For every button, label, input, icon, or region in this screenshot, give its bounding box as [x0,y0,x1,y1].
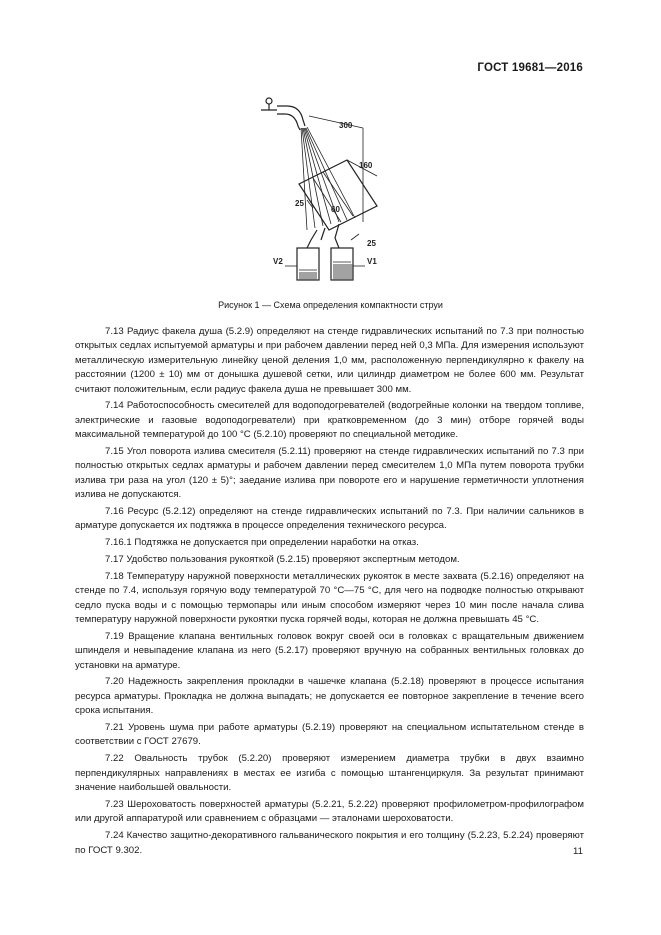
paragraph-7-23: 7.23 Шероховатость поверхностей арматуры (5.2.21, 5.2.22) проверяют профилометром-профилографом или другой аппаратурой или сравнением с образцами — эталонами шероховатости. [75,798,584,825]
paragraph-7-20: 7.20 Надежность закрепления прокладки в чашечке клапана (5.2.18) проверяют в процессе испытания ресурса арматуры. Прокладка не должна выпадать; не допускается ее повторное закрепление в течение всего срока испытания. [75,676,584,717]
dim-25b-leader [351,234,359,240]
paragraph-7-15: 7.15 Угол поворота излива смесителя (5.2.11) проверяют на стенде гидравлических испытаний по 7.3 при полностью открытых седлах арматуры и рабочем давлении перед смесителем 1,0 МПа путем поворота трубки излива три раза на угол (120 ± 5)°; заедание излива при повороте его и нарушение герметичности уплотнения излива не допускаются. [75,446,584,501]
faucet-body [261,104,305,126]
paragraph-7-24: 7.24 Качество защитно-декоративного гальванического покрытия и его толщину (5.2.23, 5.2.24) проверяют по ГОСТ 9.302. [75,830,584,856]
funnel-divider [313,178,341,222]
paragraph-7-16: 7.16 Ресурс (5.2.12) определяют на стенде гидравлических испытаний по 7.3. При наличии сальников в арматуре допускается их подтяжка в процессе определения технического ресурса. [75,506,584,532]
faucet-spout [277,114,300,130]
dim-label-60: 60 [331,205,340,214]
dimension-300-line [309,116,363,128]
figure-caption: Рисунок 1 — Схема определения компактности струи [218,300,443,310]
dim-label-25: 25 [295,199,304,208]
body-text [75,325,584,860]
document-code-header: ГОСТ 19681—2016 [477,62,583,74]
paragraph-7-16-1: 7.16.1 Подтяжка не допускается при определении наработки на отказ. [105,537,419,549]
diagram-svg [255,88,405,288]
water-fill-v1 [333,264,353,280]
vessel-label-v1: V1 [367,257,377,266]
paragraph-7-21: 7.21 Уровень шума при работе арматуры (5.2.19) проверяют на специальном испытательном стенде в соответствии с ГОСТ 27679. [75,722,584,748]
tube-right [335,224,339,248]
paragraph-7-19: 7.19 Вращение клапана вентильных головок вокруг своей оси в головках с вращательным движением шпинделя и невыпадение клапана из него (5.2.17) проверяют вручную на собранных вентильных головках до установки на арматуре. [75,630,584,671]
jet-compactness-diagram [255,88,405,288]
dim-label-160: 160 [359,161,373,170]
page-number: 11 [573,846,583,857]
paragraph-7-22: 7.22 Овальность трубок (5.2.20) проверяют измерением диаметра трубки в двух взаимно перпендикулярных направлениях в местах ее изгиба с помощью штангенциркуля. За результат принимают значение наибольшей овальности. [75,753,584,794]
paragraph-7-14: 7.14 Работоспособность смесителей для водоподогревателей (водогрейные колонки на твердом топливе, электрические и газовые водоподогреватели) при кратковременном (до 3 мин) отборе горячей воды максимальной температурой до 100 °С (5.2.10) проверяют по специальной методике. [75,400,584,441]
vessel-label-v2: V2 [273,257,283,266]
paragraph-7-13: 7.13 Радиус факела душа (5.2.9) определяют на стенде гидравлических испытаний по 7.3 при полностью открытых седлах испытуемой арматуры и при рабочем давлении перед ней 0,3 МПа. Для измерения используют металлическую измерительную линейку ценой деления 1,0 мм, расположенную перпендикулярно к факелу на расстоянии (1200 ± 10) мм от донышка душевой сетки, или цилиндр диаметром не более 600 мм. Результат считают положительным, если радиус факела душа не превышает 300 мм. [75,326,584,395]
paragraph-7-18: 7.18 Температуру наружной поверхности металлических рукояток в месте захвата (5.2.16) определяют на стенде по 7.4, используя горячую воду температурой 70 °С—75 °С, для чего на подводке полностью открывают седло пуска воды и с помощью термопары или иным способом измеряют через 10 мин после начала слива температуру наружной поверхности рукоятки пуска горячей воды, которая не должна превышать 45 °С. [75,570,584,626]
tube-left [307,230,317,248]
tube-middle [321,228,325,240]
dim-label-300: 300 [339,121,353,130]
dim-label-25b: 25 [367,239,376,248]
water-fill-v2 [299,272,317,280]
faucet-knob [266,98,272,104]
paragraph-7-17: 7.17 Удобство пользования рукояткой (5.2.15) проверяют экспертным методом. [105,554,460,566]
